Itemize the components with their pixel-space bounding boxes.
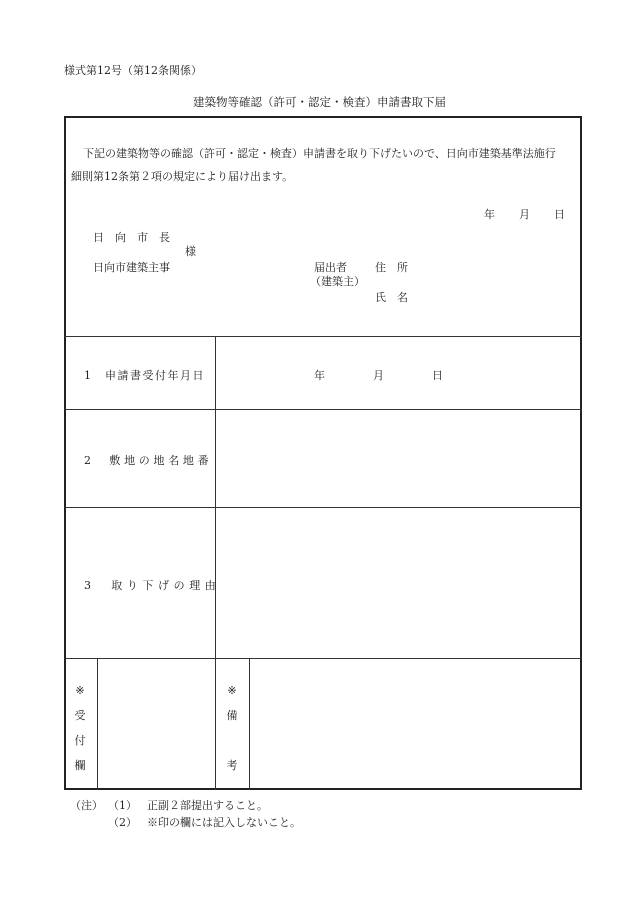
reception-divider <box>97 658 98 790</box>
form-title: 建築物等確認（許可・認定・検査）申請書取下届 <box>193 95 446 109</box>
receipt-month: 月 <box>373 369 384 382</box>
addressee-official: 日向市建築主事 <box>93 261 170 274</box>
note-1-number: （1） <box>108 799 137 812</box>
reception-column-label: ※ 受 付 欄 <box>74 684 86 772</box>
reason-field[interactable] <box>216 508 581 657</box>
form-number: 様式第12号（第12条関係） <box>64 64 202 77</box>
date-day: 日 <box>554 208 565 221</box>
date-year: 年 <box>484 208 495 221</box>
site-address-label: 2 敷地の地名地番 <box>84 454 213 467</box>
note-2-text: ※印の欄には記入しないこと。 <box>147 816 301 829</box>
intro-line-2: 細則第12条第２項の規定により届け出ます。 <box>71 170 294 183</box>
note-1-text: 正副２部提出すること。 <box>147 799 268 812</box>
note-2-number: （2） <box>108 816 137 829</box>
intro-line-1: 下記の建築物等の確認（許可・認定・検査）申請書を取り下げたいので、日向市建築基準法施行 <box>83 147 556 160</box>
applicant-label: 届出者 <box>314 261 347 274</box>
site-address-field[interactable] <box>216 410 581 506</box>
remarks-divider <box>249 658 250 790</box>
addressee-sama: 様 <box>185 245 196 258</box>
applicant-address-label: 住 所 <box>375 261 408 274</box>
divider-line <box>64 658 582 659</box>
reason-label: 3 取り下げの理由 <box>84 579 221 592</box>
receipt-day: 日 <box>432 369 443 382</box>
receipt-year: 年 <box>314 369 325 382</box>
applicant-sub-label: （建築主） <box>310 275 365 288</box>
remarks-column-label: ※ 備 考 <box>226 684 238 772</box>
applicant-name-label: 氏 名 <box>375 291 408 304</box>
addressee-mayor: 日 向 市 長 <box>93 231 170 244</box>
divider-line <box>64 336 582 337</box>
date-month: 月 <box>519 208 530 221</box>
receipt-date-label: 1 申請書受付年月日 <box>84 369 205 382</box>
notes-prefix: （注） <box>70 799 103 812</box>
